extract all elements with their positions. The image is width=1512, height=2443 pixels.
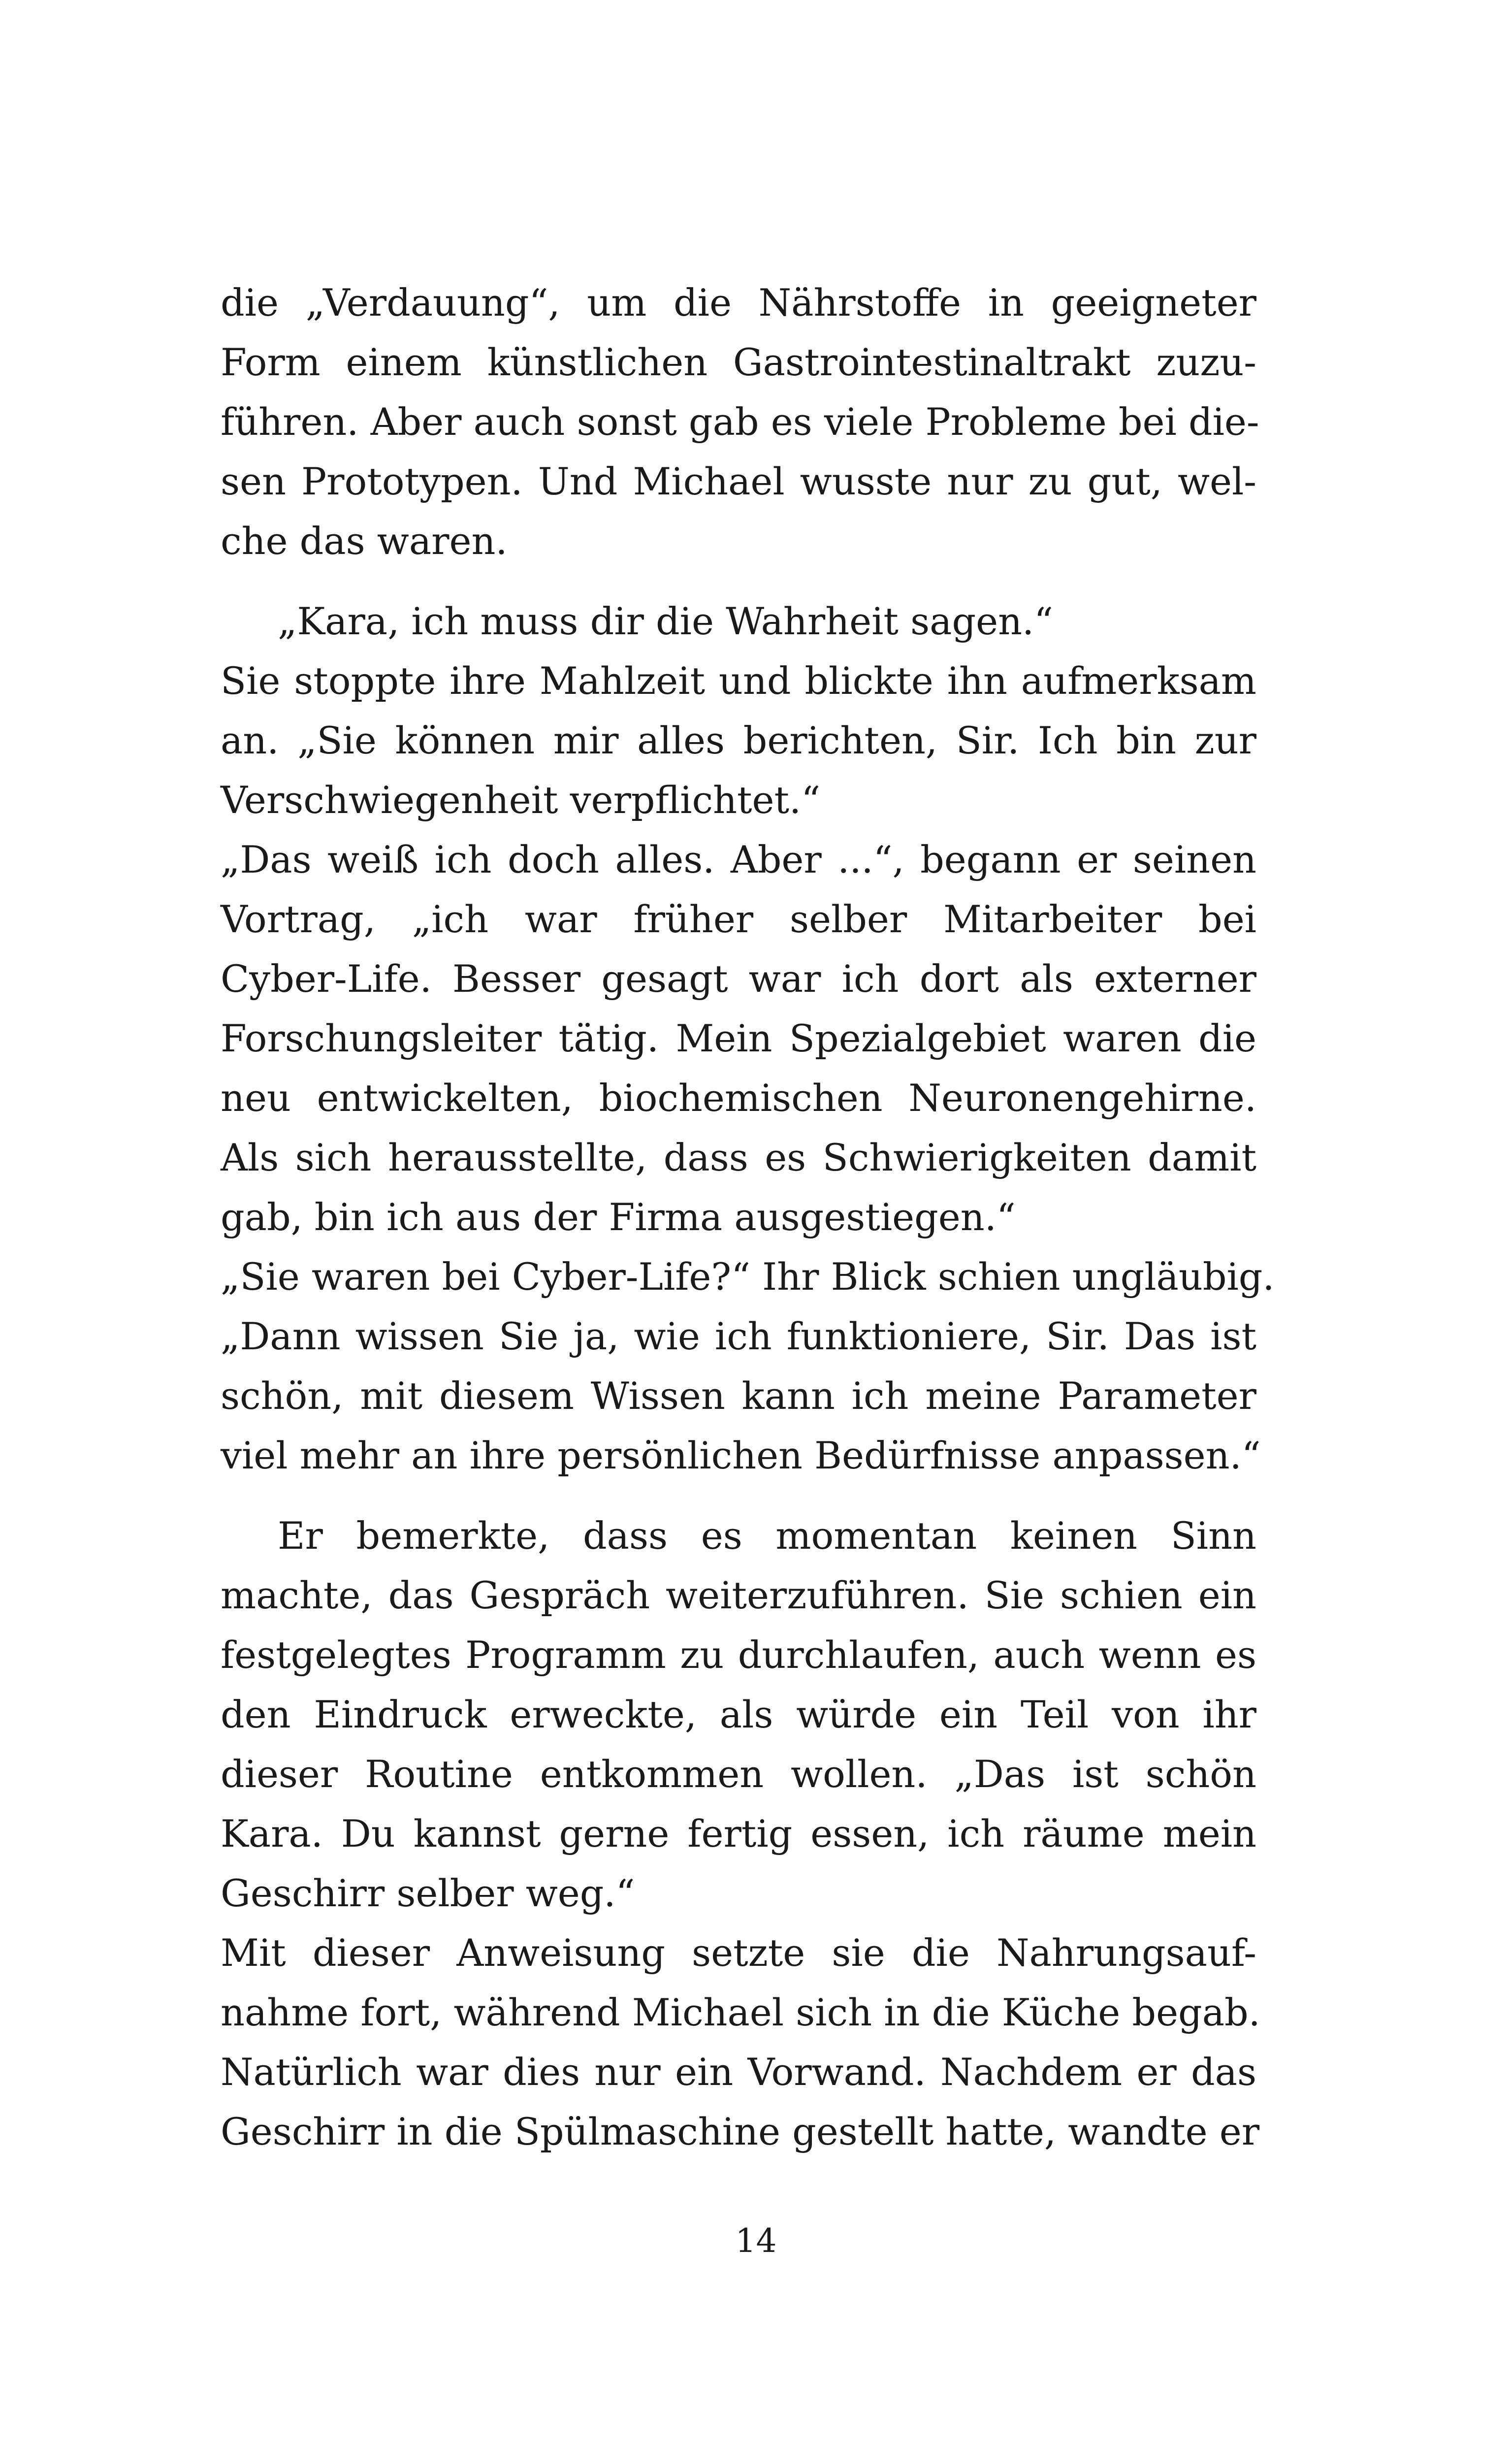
text-line: schön, mit diesem Wissen kann ich meine Parameter — [221, 1374, 1256, 1418]
text-line: gab, bin ich aus der Firma ausgestiegen.“ — [221, 1195, 1016, 1239]
text-line: Forschungsleiter tätig. Mein Spezialgebiet waren die — [221, 1016, 1256, 1060]
text-line: Geschirr selber weg.“ — [221, 1871, 635, 1915]
text-line: die „Verdauung“, um die Nährstoffe in geeigneter — [221, 281, 1256, 325]
text-line: Cyber-Life. Besser gesagt war ich dort als externer — [221, 957, 1256, 1001]
page-number: 14 — [735, 2222, 777, 2260]
text-line: Natürlich war dies nur ein Vorwand. Nachdem er das — [221, 2050, 1256, 2094]
text-line: Form einem künstlichen Gastrointestinaltrakt zuzu- — [221, 340, 1256, 384]
text-line: „Sie waren bei Cyber-Life?“ Ihr Blick schien ungläubig. — [221, 1255, 1275, 1299]
text-line: nahme fort, während Michael sich in die Küche begab. — [221, 1990, 1260, 2034]
paragraph-gap — [221, 1485, 1256, 1506]
text-line: Vortrag, „ich war früher selber Mitarbeiter bei — [221, 897, 1256, 941]
text-line: Mit dieser Anweisung setzte sie die Nahrungsauf- — [221, 1931, 1256, 1975]
text-line: „Dann wissen Sie ja, wie ich funktioniere, Sir. Das ist — [221, 1314, 1256, 1358]
text-line: machte, das Gespräch weiterzuführen. Sie schien ein — [221, 1573, 1256, 1617]
text-line: an. „Sie können mir alles berichten, Sir. Ich bin zur — [221, 718, 1256, 762]
text-line: festgelegtes Programm zu durchlaufen, auch wenn es — [221, 1633, 1256, 1677]
text-line: Kara. Du kannst gerne fertig essen, ich räume mein — [221, 1812, 1256, 1856]
text-line: neu entwickelten, biochemischen Neuronengehirne. — [221, 1076, 1256, 1120]
text-line: „Kara, ich muss dir die Wahrheit sagen.“ — [278, 599, 1054, 643]
text-line: den Eindruck erweckte, als würde ein Teil von ihr — [221, 1693, 1256, 1736]
text-line: sen Prototypen. Und Michael wusste nur zu gut, wel- — [221, 459, 1256, 503]
body-text — [221, 273, 1275, 2161]
text-line: führen. Aber auch sonst gab es viele Probleme bei die- — [221, 400, 1259, 444]
text-line: viel mehr an ihre persönlichen Bedürfnisse anpassen.“ — [221, 1433, 1261, 1477]
text-line: Als sich herausstellte, dass es Schwierigkeiten damit — [221, 1136, 1256, 1179]
text-line: „Das weiß ich doch alles. Aber ...“, begann er seinen — [221, 838, 1256, 881]
text-line: Sie stoppte ihre Mahlzeit und blickte ihn aufmerksam — [221, 659, 1256, 703]
text-line: dieser Routine entkommen wollen. „Das ist schön — [221, 1752, 1256, 1796]
text-line: che das waren. — [221, 519, 508, 563]
paragraph-gap — [221, 571, 1256, 591]
text-line: Er bemerkte, dass es momentan keinen Sinn — [278, 1514, 1256, 1558]
text-line: Geschirr in die Spülmaschine gestellt hatte, wandte er — [221, 2110, 1260, 2153]
text-line: Verschwiegenheit verpflichtet.“ — [221, 778, 821, 822]
